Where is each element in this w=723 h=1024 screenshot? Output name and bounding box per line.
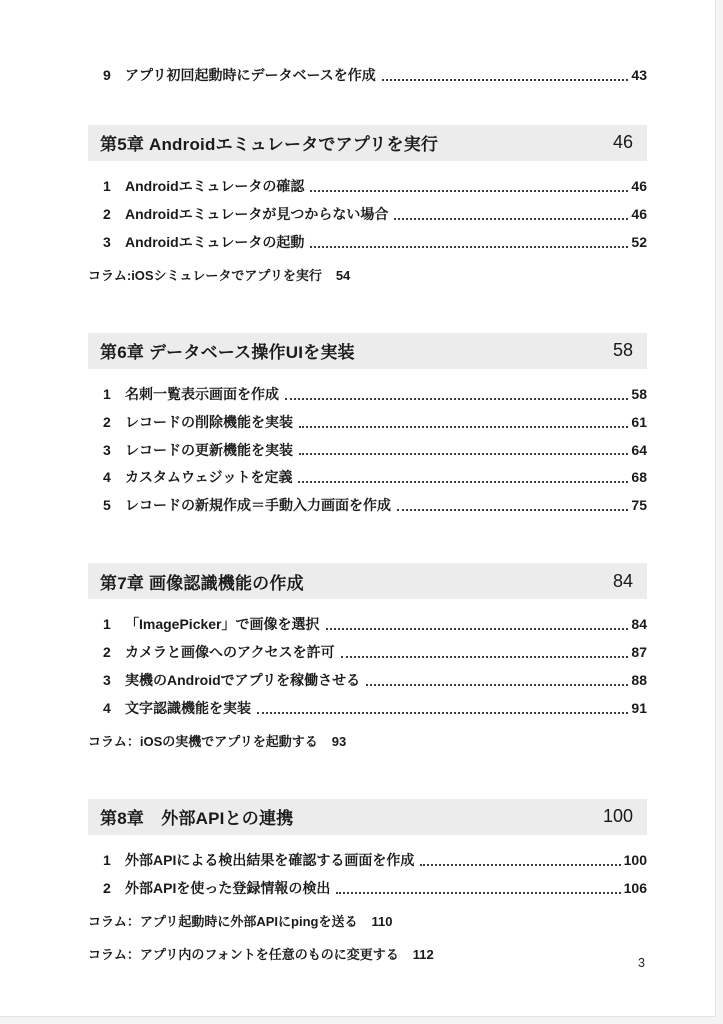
toc-item-page: 68 [631,469,647,486]
dot-leader [382,79,629,81]
chapter-title: 第7章 画像認識機能の作成 [100,573,304,593]
toc-item [88,615,647,634]
dot-leader [341,656,629,658]
toc-section-chapter-8 [88,799,647,964]
toc-item-number: 2 [103,413,111,430]
toc-item-title: 名刺一覧表示画面を作成 [125,385,279,402]
toc-item-title: 「ImagePicker」で画像を選択 [125,616,320,633]
toc-item-page: 46 [631,205,647,222]
toc-item [88,879,647,898]
toc-item [88,468,647,487]
toc-item-title: 外部APIによる検出結果を確認する画面を作成 [125,851,415,868]
toc-item-page: 61 [631,413,647,430]
toc-item [88,385,647,404]
toc-item-title: 実機のAndroidでアプリを稼働させる [125,671,361,688]
chapter-page-number: 58 [612,340,633,361]
toc-item-page: 88 [631,671,647,688]
toc-item-page: 64 [631,441,647,458]
column-note-page: 93 [331,733,347,749]
toc-item [88,413,647,432]
toc-item-number: 4 [103,469,111,486]
column-note [88,733,647,751]
toc-item-page: 75 [631,497,647,514]
dot-leader [310,190,628,192]
toc-item-title: 文字認識機能を実装 [125,699,251,716]
toc-item-title: 外部APIを使った登録情報の検出 [125,879,331,896]
chapter-heading [88,125,647,161]
toc-item [88,643,647,662]
toc-item-title: レコードの更新機能を実装 [125,441,293,458]
column-note-text: コラム：アプリ内のフォントを任意のものに変更する [88,946,399,962]
chapter-heading [88,799,647,835]
toc-item [88,496,647,515]
toc-item-number: 1 [103,851,111,868]
chapter-heading [88,563,647,599]
toc-item-title: カスタムウェジットを定義 [125,469,293,486]
chapter-heading [88,333,647,369]
toc-item-title: Androidエミュレータが見つからない場合 [125,205,389,222]
toc-item-title: アプリ初回起動時にデータベースを作成 [125,67,376,83]
column-note-page: 110 [371,913,393,929]
toc-item-number: 1 [103,177,111,194]
column-note-text: コラム:iOSシミュレータでアプリを実行 [88,267,322,283]
toc-item-page: 100 [623,851,647,868]
dot-leader [366,684,628,686]
toc-leading-items [88,66,647,85]
toc-item-number: 9 [103,67,111,83]
dot-leader [299,426,628,428]
toc-item-title: カメラと画像へのアクセスを許可 [125,644,335,661]
chapter-title: 第5章 Androidエミュレータでアプリを実行 [100,135,439,155]
toc-item-page: 91 [631,699,647,716]
toc-item-number: 1 [103,385,111,402]
toc-item-page: 46 [631,177,647,194]
column-note-page: 54 [335,267,351,283]
toc-item [88,205,647,224]
chapter-page-number: 100 [602,806,633,827]
toc-item [88,671,647,690]
toc-item-number: 4 [103,699,111,716]
toc-item-number: 3 [103,671,111,688]
dot-leader [257,712,628,714]
dot-leader [299,453,628,455]
toc-item-page: 58 [631,385,647,402]
column-note-text: コラム：アプリ起動時に外部APIにpingを送る [88,913,358,929]
toc-item [88,699,647,718]
toc-item-number: 3 [103,441,111,458]
chapter-title: 第6章 データベース操作UIを実装 [100,343,355,363]
dot-leader [394,218,628,220]
toc-section-chapter-6 [88,333,647,515]
toc-item-page: 106 [623,879,647,896]
toc-item-number: 3 [103,233,111,250]
toc-item-title: レコードの削除機能を実装 [125,413,293,430]
toc-item-page: 43 [631,67,647,83]
chapter-page-number: 46 [612,132,633,153]
toc-item-number: 2 [103,205,111,222]
dot-leader [420,864,620,866]
toc-item [88,233,647,252]
toc-item-page: 52 [631,233,647,250]
column-note-text: コラム：iOSの実機でアプリを起動する [88,733,318,749]
dot-leader [336,892,620,894]
toc-item-title: レコードの新規作成＝手動入力画面を作成 [125,497,391,514]
toc-item-number: 5 [103,497,111,514]
toc-item [88,66,647,85]
column-note [88,267,647,285]
toc-item-number: 1 [103,616,111,633]
column-note-page: 112 [412,946,434,962]
toc-item-page: 84 [631,616,647,633]
toc-item-number: 2 [103,879,111,896]
toc-item [88,177,647,196]
toc-item [88,851,647,870]
toc-item-page: 87 [631,644,647,661]
toc-item-title: Androidエミュレータの起動 [125,233,305,250]
footer-page-number: 3 [638,956,645,970]
column-note [88,913,647,931]
chapter-title: 第8章 外部APIとの連携 [100,809,294,829]
dot-leader [298,481,628,483]
toc-item-title: Androidエミュレータの確認 [125,177,305,194]
toc-item-number: 2 [103,644,111,661]
dot-leader [310,246,628,248]
dot-leader [397,509,628,511]
column-note [88,946,647,964]
chapter-page-number: 84 [612,570,633,591]
toc-section-chapter-7 [88,563,647,751]
toc-item [88,441,647,460]
toc-section-chapter-5 [88,125,647,285]
dot-leader [326,628,629,630]
dot-leader [285,398,628,400]
